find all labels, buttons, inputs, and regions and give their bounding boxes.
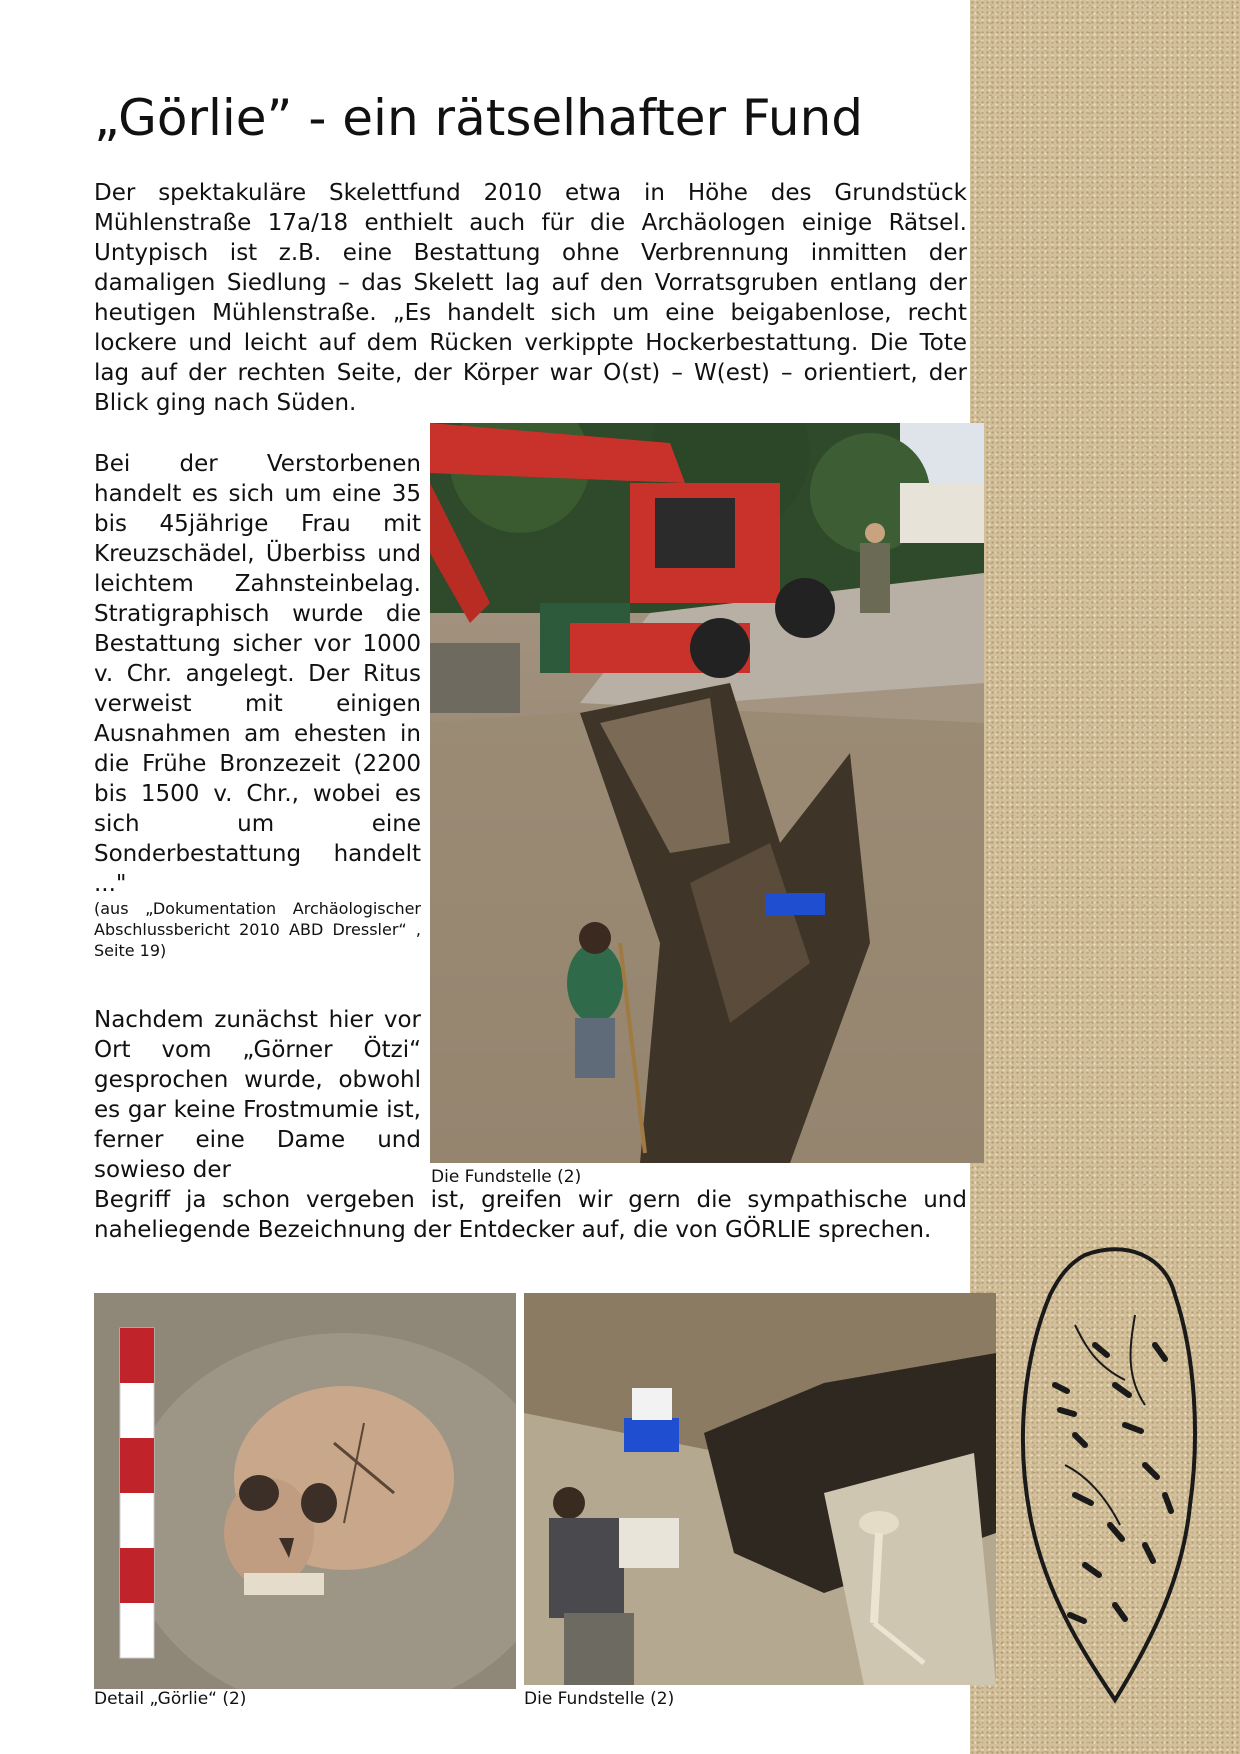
skull-photo-caption: Detail „Görlie“ (2) <box>94 1689 247 1709</box>
naming-paragraph-end: Begriff ja schon vergeben ist, greifen wir gern die sympathische und naheliegende Bezeichnung der Entdecker auf, die von GÖRLIE sprechen. <box>94 1187 967 1243</box>
intro-paragraph: Der spektakuläre Skelettfund 2010 etwa in Höhe des Grundstück Mühlenstraße 17a/18 enthielt auch für die Archäologen einige Rätsel. Untypisch ist z.B. eine Bestattung ohne Verbrennung inmitten der damaligen Siedlung – das Skelett lag auf den Vorratsgruben entlang der heutigen Mühlenstraße. „Es handelt sich um eine beigabenlose, recht lockere und leicht auf dem Rücken verkippte Hockerbestattung. Die Tote lag auf der rechten Seite, der Körper war O(st) – W(est) – orientiert, der Blick ging nach Süden. <box>94 180 967 416</box>
deceased-paragraph: Bei der Verstorbenen handelt es sich um eine 35 bis 45jährige Frau mit Kreuzschädel, Überbiss und leichtem Zahnsteinbelag. Stratigraphisch wurde die Bestattung sicher vor 1000 v. Chr. angelegt. Der Ritus verweist mit einigen Ausnahmen am ehesten in die Frühe Bronzezeit (2200 bis 1500 v. Chr., wobei es sich um eine Sonderbestattung handelt ..." <box>94 451 421 897</box>
grave-photo-caption: Die Fundstelle (2) <box>524 1689 675 1709</box>
stone-axe-drawing <box>1015 1235 1205 1715</box>
source-citation: (aus „Dokumentation Archäologischer Abschlussbericht 2010 ABD Dressler“ , Seite 19) <box>94 899 421 960</box>
excavation-grave-photo <box>524 1293 996 1685</box>
site-photo-caption: Die Fundstelle (2) <box>431 1167 582 1187</box>
skull-detail-photo <box>94 1293 516 1689</box>
page-title: „Görlie” - ein rätselhafter Fund <box>94 89 864 147</box>
naming-paragraph-start: Nachdem zunächst hier vor Ort vom „Görner Ötzi“ gesprochen wurde, obwohl es gar keine Frostmumie ist, ferner eine Dame und sowieso der <box>94 1007 421 1183</box>
excavation-site-photo <box>430 423 984 1163</box>
